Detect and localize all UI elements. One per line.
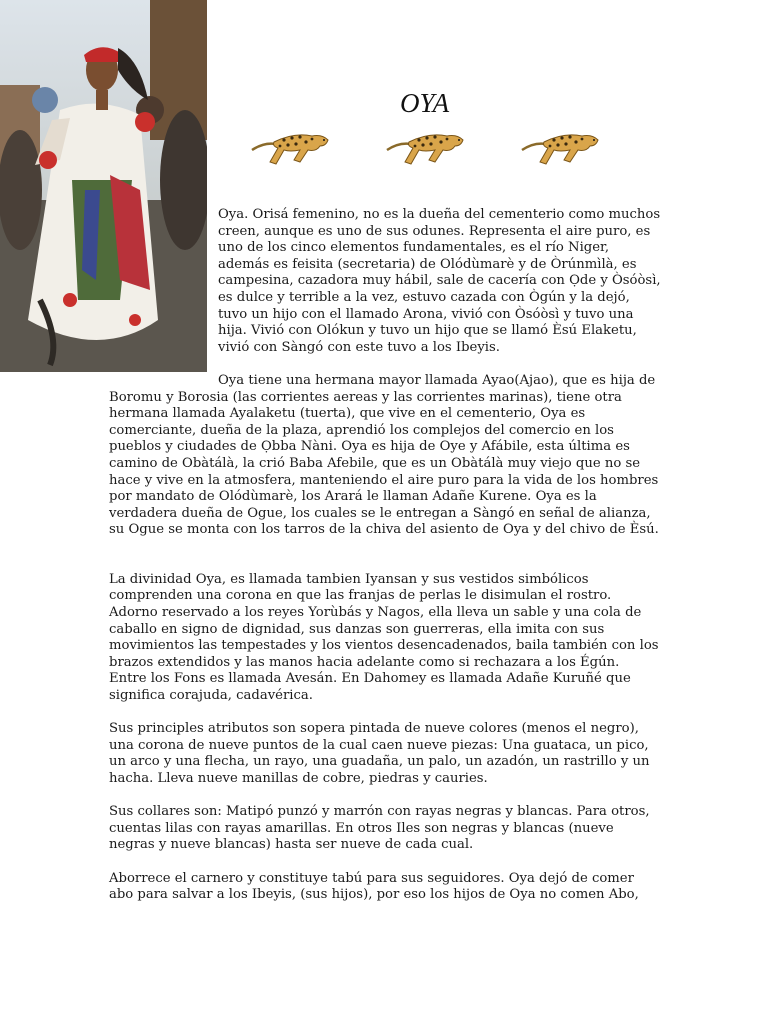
paragraph-intro: Oya. Orisá femenino, no es la dueña del cementerio como muchos creen, aunque es uno de sus odunes. Representa el aire puro, es uno de los cinco elementos fundamentales, es el río Niger, además es feisita (secretaria) de Olódùmarè y de Òrúnmìlà, es campesina, cazadora muy hábil, sale de cacería con Ọde y Òsóòsì, es dulce y terrible a la vez, estuvo cazada con Ògún y la dejó, tuvo un hijo con el llamado Arona, vivió con Òsóòsì y tuvo una hija. Vivió con Olókun y tuvo un hijo que se llamó Èsú Elaketu, vivió con Sàngó con este tuvo a los Ibeyis. [218, 207, 661, 355]
paragraph-sister: Oya tiene una hermana mayor llamada Ayao(Ajao), que es hija de Boromu y Borosia (las corrientes aereas y las corrientes marinas), tiene otra hermana llamada Ayalaketu (tuerta), que vive en el cementerio, Oya es comerciante, dueña de la plaza, aprendió los complejos del comercio en los pueblos y ciudades de Ọbba Nàni. Oya es hija de Oye y Afábile, esta última es camino de Obàtálà, la crió Baba Afebile, que es un Obàtálà muy viejo que no se hace y vive en la atmosfera, manteniendo el aire puro para la vida de los hombres por mandato de Olódùmarè, los Arará le llaman Adañe Kurene. Oya es la verdadera dueña de Ogue, los cuales se le entregan a Sàngó en señal de alianza, su Ogue se monta con los tarros de la chiva del asiento de Oya y del chivo de Èsú. [109, 372, 659, 538]
running-cheetah-icon [250, 124, 334, 172]
paragraph-taboo: Aborrece el carnero y constituye tabú para sus seguidores. Oya dejó de comer abo para salvar a los Ibeyis, (sus hijos), por eso los hijos de Oya no comen Abo, [109, 870, 639, 903]
paragraph-attributes: Sus principles atributos son sopera pintada de nueve colores (menos el negro), una corona de nueve puntos de la cual caen nueve piezas: Una guataca, un pico, un arco y una flecha, un rayo, una guadaña, un palo, un azadón, un rastrillo y un hacha. Lleva nueve manillas de cobre, piedras y cauries. [109, 721, 650, 786]
page-title: OYA [400, 88, 450, 118]
paragraph-divinity: La divinidad Oya, es llamada tambien Iyansan y sus vestidos simbólicos comprenden una corona en que las franjas de perlas le disimulan el rostro. Adorno reservado a los reyes Yorùbás y Nagos, ella lleva un sable y una cola de caballo en signo de dignidad, sus danzas son guerreras, ella imita con sus movimientos las tempestades y los vientos desencadenados, baila también con los brazos extendidos y las manos hacia adelante como si rechazara a los Égún. Entre los Fons es llamada Avesán. En Dahomey es llamada Adañe Kuruñé que significa corajuda, cadavérica. [109, 571, 659, 704]
running-cheetah-icon [520, 124, 604, 172]
paragraph-necklaces: Sus collares son: Matipó punzó y marrón con rayas negras y blancas. Para otros, cuentas lilas con rayas amarillas. En otros Iles son negras y blancas (nueve negras y nueve blancas) hasta ser nueve de cada cual. [109, 804, 650, 853]
article-body [109, 207, 661, 904]
running-cheetah-icon [385, 124, 469, 172]
cheetah-row [0, 124, 768, 174]
